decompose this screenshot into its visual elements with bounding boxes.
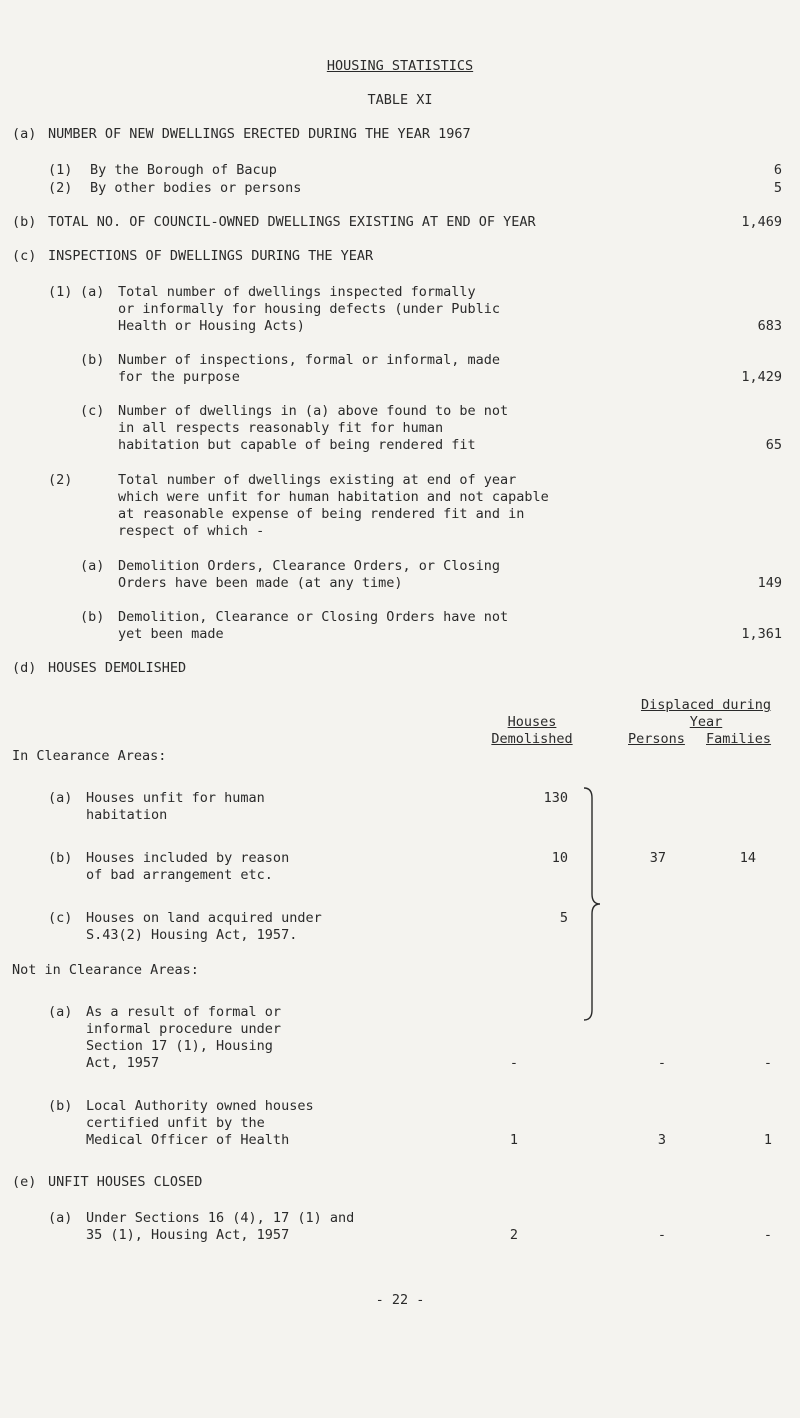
section-d-marker: (d) xyxy=(12,660,37,676)
col-families-header: Families xyxy=(706,731,772,747)
c2b-marker: (b) xyxy=(80,609,105,625)
c2-line: respect of which - xyxy=(118,523,265,539)
col-houses-header: Houses xyxy=(507,714,557,730)
c1c-line: habitation but capable of being rendered fit xyxy=(118,437,476,453)
a1-value: 6 xyxy=(773,162,782,178)
clearance-a-marker: (a) xyxy=(48,790,73,806)
not-clearance-b-persons: 3 xyxy=(657,1132,666,1148)
c2-marker: (2) xyxy=(48,472,73,488)
c2b-line: yet been made xyxy=(118,626,224,642)
c1c-line: Number of dwellings in (a) above found to be not xyxy=(118,403,509,419)
clearance-families: 14 xyxy=(739,850,756,866)
not-clearance-a-marker: (a) xyxy=(48,1004,73,1020)
not-clearance-a-houses: - xyxy=(509,1055,518,1071)
c1b-line: Number of inspections, formal or informal, made xyxy=(118,352,501,368)
page-heading: HOUSING STATISTICS xyxy=(326,58,474,74)
c2a-value: 149 xyxy=(757,575,782,591)
col-displaced-header: Year xyxy=(689,714,723,730)
section-d-title: HOUSES DEMOLISHED xyxy=(48,660,187,676)
section-b-marker: (b) xyxy=(12,214,37,230)
e-a-families: - xyxy=(763,1227,772,1243)
c1a-line: Health or Housing Acts) xyxy=(118,318,305,334)
e-a-line: 35 (1), Housing Act, 1957 xyxy=(86,1227,290,1243)
not-clearance-b-marker: (b) xyxy=(48,1098,73,1114)
not-clearance-b-line: Medical Officer of Health xyxy=(86,1132,290,1148)
clearance-b-line: of bad arrangement etc. xyxy=(86,867,273,883)
c2-line: which were unfit for human habitation and not capable xyxy=(118,489,549,505)
clearance-c-line: S.43(2) Housing Act, 1957. xyxy=(86,927,298,943)
section-c-title: INSPECTIONS OF DWELLINGS DURING THE YEAR xyxy=(48,248,374,264)
c2-line: Total number of dwellings existing at end of year xyxy=(118,472,517,488)
clearance-c-marker: (c) xyxy=(48,910,73,926)
c1b-line: for the purpose xyxy=(118,369,240,385)
section-c-marker: (c) xyxy=(12,248,37,264)
c1b-value: 1,429 xyxy=(741,369,782,385)
e-a-houses: 2 xyxy=(509,1227,518,1243)
c1a-value: 683 xyxy=(757,318,782,334)
section-a-title: NUMBER OF NEW DWELLINGS ERECTED DURING THE YEAR 1967 xyxy=(48,126,471,142)
c1a-line: or informally for housing defects (under Public xyxy=(118,301,501,317)
col-persons-header: Persons xyxy=(628,731,685,747)
e-a-line: Under Sections 16 (4), 17 (1) and xyxy=(86,1210,355,1226)
section-e-marker: (e) xyxy=(12,1174,37,1190)
not-clearance-a-line: Act, 1957 xyxy=(86,1055,160,1071)
not-clearance-b-families: 1 xyxy=(763,1132,772,1148)
not-clearance-a-line: informal procedure under xyxy=(86,1021,282,1037)
c2a-marker: (a) xyxy=(80,558,105,574)
not-clearance-a-families: - xyxy=(763,1055,772,1071)
c2b-line: Demolition, Clearance or Closing Orders have not xyxy=(118,609,509,625)
clearance-a-houses: 130 xyxy=(543,790,568,806)
clearance-areas-label: In Clearance Areas: xyxy=(12,748,167,764)
a2-value: 5 xyxy=(773,180,782,196)
e-a-persons: - xyxy=(657,1227,666,1243)
col-displaced-header: Displaced during xyxy=(640,697,772,713)
clearance-b-houses: 10 xyxy=(551,850,568,866)
a2-text: By other bodies or persons xyxy=(90,180,302,196)
a1-marker: (1) xyxy=(48,162,73,178)
c1-marker: (1) xyxy=(48,284,73,300)
a2-marker: (2) xyxy=(48,180,73,196)
table-label: TABLE XI xyxy=(367,92,433,108)
section-b-title: TOTAL NO. OF COUNCIL-OWNED DWELLINGS EXISTING AT END OF YEAR xyxy=(48,214,536,230)
clearance-persons: 37 xyxy=(649,850,666,866)
clearance-a-line: Houses unfit for human xyxy=(86,790,265,806)
c1b-marker: (b) xyxy=(80,352,105,368)
c1c-line: in all respects reasonably fit for human xyxy=(118,420,444,436)
e-a-marker: (a) xyxy=(48,1210,73,1226)
not-clearance-b-line: certified unfit by the xyxy=(86,1115,265,1131)
not-clearance-a-persons: - xyxy=(657,1055,666,1071)
grouping-brace xyxy=(580,786,602,1022)
c1c-marker: (c) xyxy=(80,403,105,419)
not-clearance-a-line: Section 17 (1), Housing xyxy=(86,1038,273,1054)
c1a-line: Total number of dwellings inspected formally xyxy=(118,284,476,300)
not-clearance-b-line: Local Authority owned houses xyxy=(86,1098,314,1114)
not-clearance-areas-label: Not in Clearance Areas: xyxy=(12,962,199,978)
section-b-value: 1,469 xyxy=(741,214,782,230)
c1a-marker: (a) xyxy=(80,284,105,300)
c1c-value: 65 xyxy=(765,437,782,453)
col-houses-header: Demolished xyxy=(491,731,573,747)
page-number: - 22 - xyxy=(375,1292,425,1308)
c2b-value: 1,361 xyxy=(741,626,782,642)
a1-text: By the Borough of Bacup xyxy=(90,162,277,178)
clearance-b-line: Houses included by reason xyxy=(86,850,290,866)
clearance-b-marker: (b) xyxy=(48,850,73,866)
c2a-line: Demolition Orders, Clearance Orders, or Closing xyxy=(118,558,501,574)
clearance-c-line: Houses on land acquired under xyxy=(86,910,322,926)
section-e-title: UNFIT HOUSES CLOSED xyxy=(48,1174,203,1190)
clearance-c-houses: 5 xyxy=(559,910,568,926)
c2-line: at reasonable expense of being rendered fit and in xyxy=(118,506,525,522)
c2a-line: Orders have been made (at any time) xyxy=(118,575,403,591)
not-clearance-a-line: As a result of formal or xyxy=(86,1004,282,1020)
not-clearance-b-houses: 1 xyxy=(509,1132,518,1148)
section-a-marker: (a) xyxy=(12,126,37,142)
clearance-a-line: habitation xyxy=(86,807,168,823)
